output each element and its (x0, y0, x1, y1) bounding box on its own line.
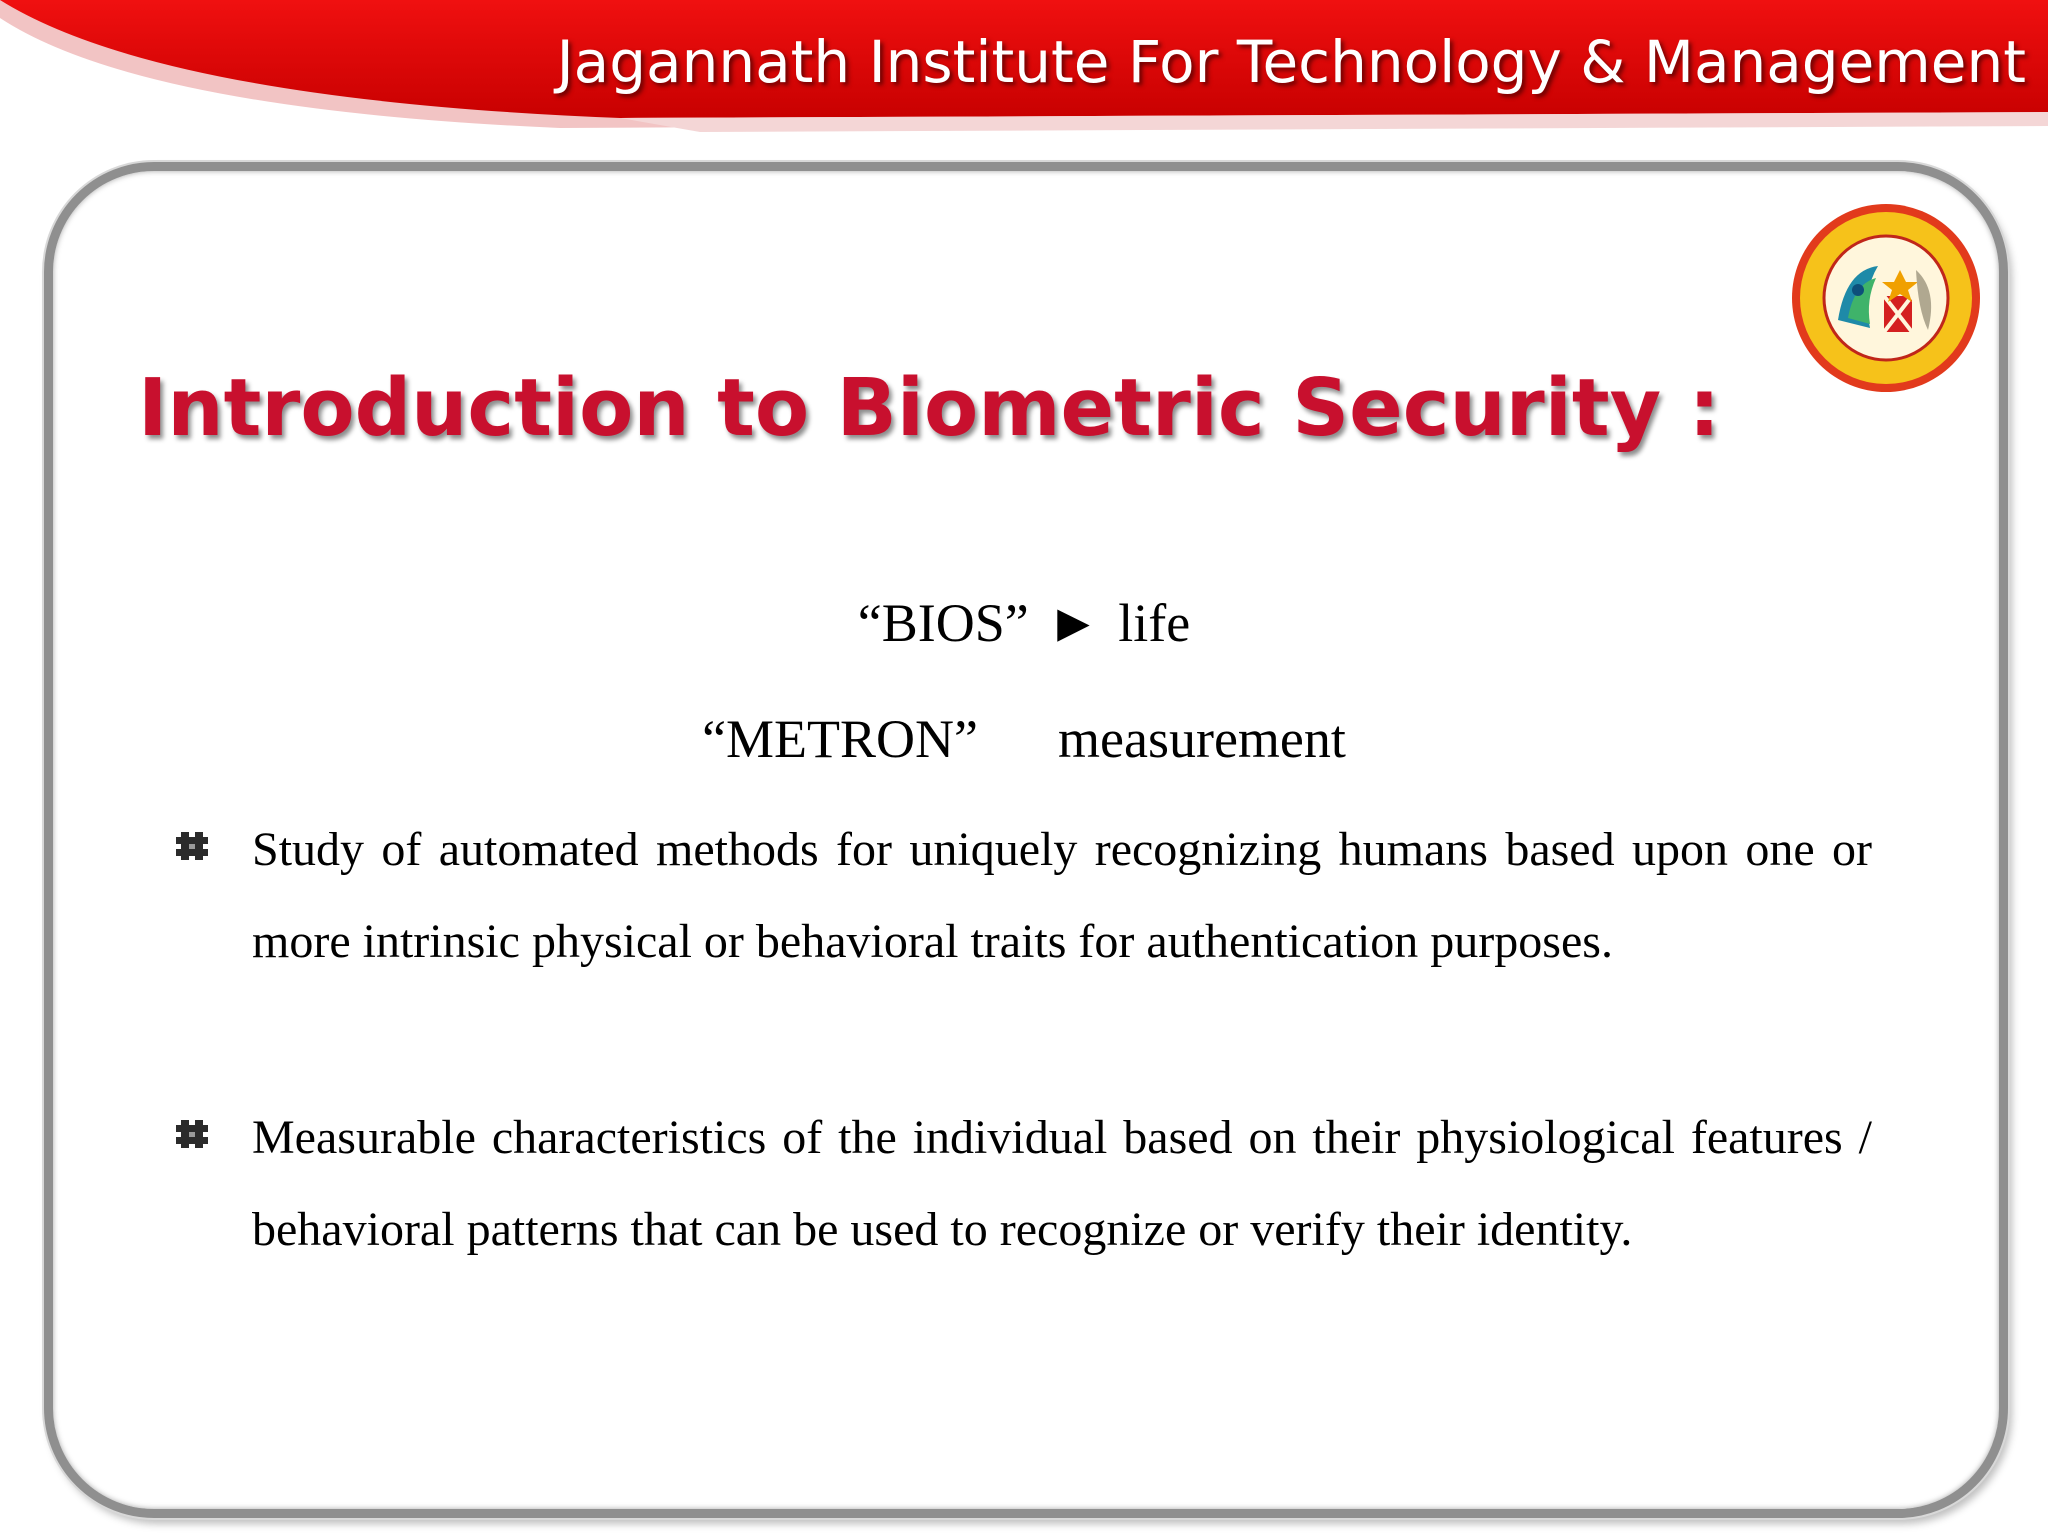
hash-bullet-icon (172, 1114, 212, 1154)
college-seal-icon (1788, 200, 1984, 396)
etymology-bios (0, 592, 2048, 654)
bullet-text: Measurable characteristics of the individual based on their physiological features / behavioral patterns that can be used to recognize or verify their identity. (252, 1111, 1872, 1256)
hash-bullet-icon (172, 826, 212, 866)
etymology-meaning: life (1118, 593, 1191, 653)
etymology-meaning: measurement (1058, 709, 1346, 769)
etymology-metron (0, 708, 2048, 770)
slide-title: Introduction to Biometric Security : (138, 362, 1721, 454)
etymology-term: “METRON” (702, 709, 979, 769)
arrow-right-icon: ► (1046, 593, 1101, 653)
etymology-term: “BIOS” (857, 593, 1029, 653)
institute-name: Jagannath Institute For Technology & Management (556, 28, 2026, 96)
bullet-text: Study of automated methods for uniquely recognizing humans based upon one or more intrinsic physical or behavioral traits for authentication purposes. (252, 823, 1872, 968)
